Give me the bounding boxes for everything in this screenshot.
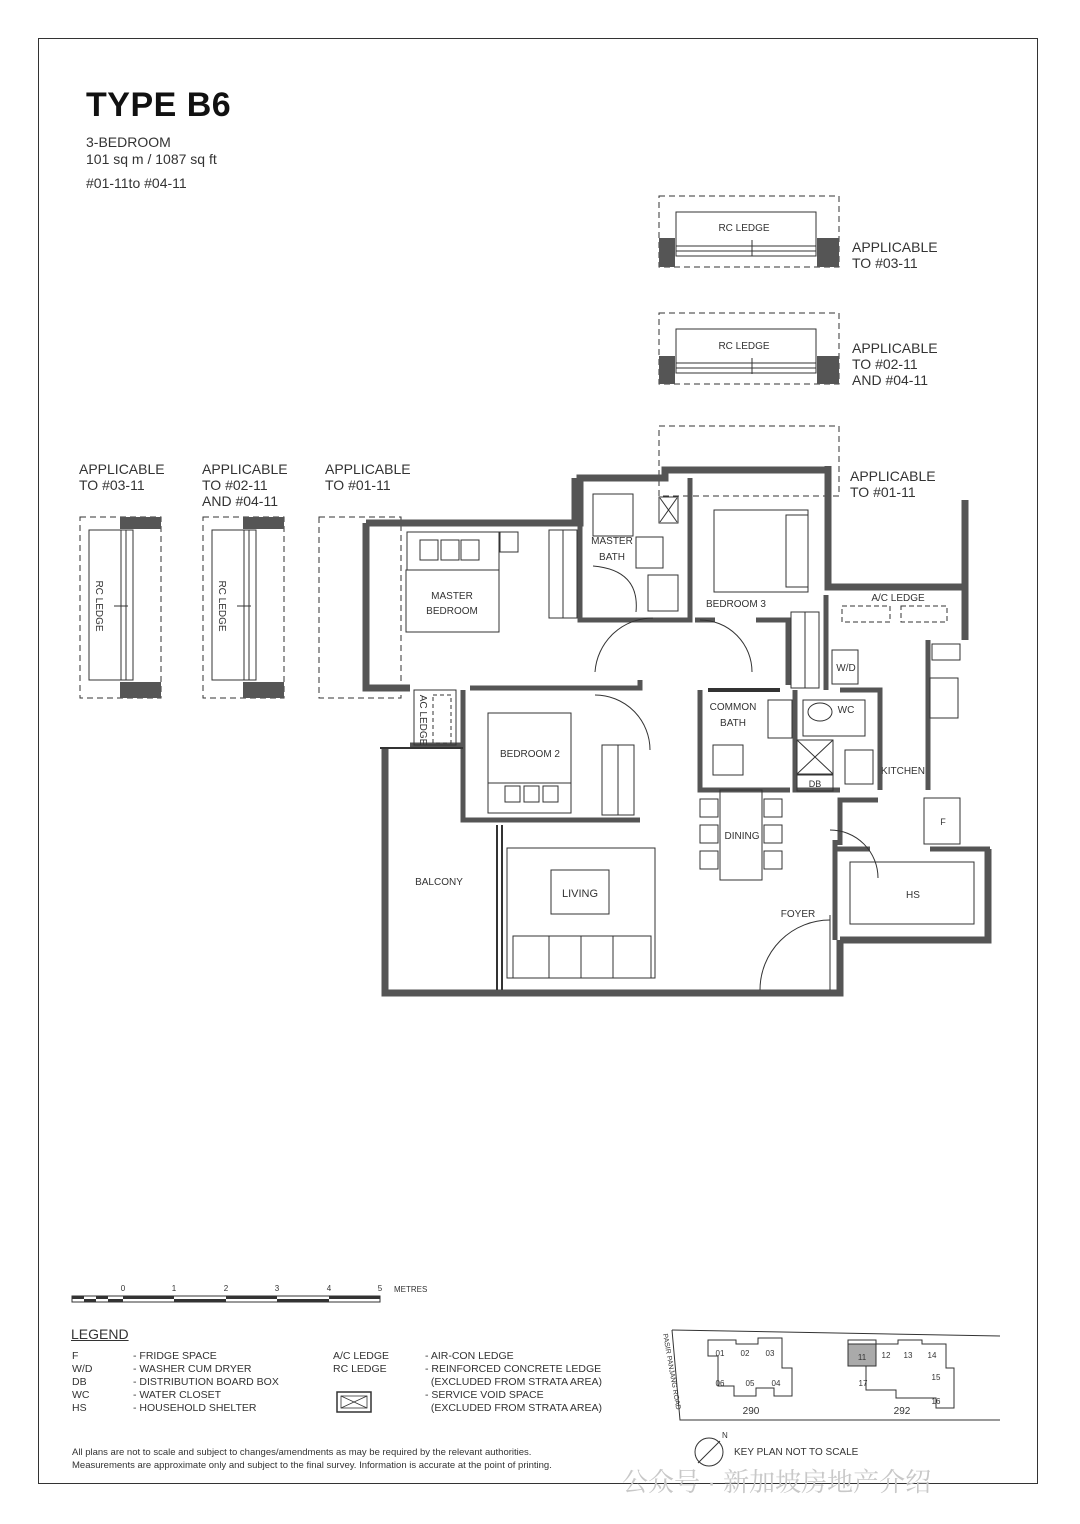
page-title: TYPE B6: [86, 86, 232, 124]
rc-ledge-text-2: RC LEDGE: [718, 341, 770, 352]
bedroom-2-label: BEDROOM 2: [499, 749, 561, 760]
kp-unit-06: 06: [715, 1379, 725, 1388]
kp-unit-03: 03: [765, 1349, 775, 1358]
applicable-label-top-3: APPLICABLE TO #01-11: [850, 468, 936, 500]
legend-col1-values: - FRIDGE SPACE - WASHER CUM DRYER - DISTRIBUTION BOARD BOX - WATER CLOSET - HOUSEHOLD SHELTER: [133, 1350, 279, 1414]
kp-unit-17: 17: [858, 1379, 868, 1388]
void-option-3: [659, 426, 839, 496]
master-bedroom-label-2: BEDROOM: [426, 606, 478, 617]
kp-unit-15: 15: [931, 1373, 941, 1382]
kp-unit-04: 04: [771, 1379, 781, 1388]
watermark: 公众号 · 新加坡房地产介绍: [622, 1467, 932, 1497]
wc-label: WC: [837, 705, 855, 716]
rc-ledge-text-left-1: RC LEDGE: [93, 580, 104, 632]
wd-label: W/D: [836, 663, 856, 674]
disclaimer-line-2: Measurements are approximate only and subject to the final survey. Information is accurate at the point of printing.: [72, 1460, 552, 1471]
rc-ledge-text-1: RC LEDGE: [718, 223, 770, 234]
disclaimer-line-1: All plans are not to scale and subject to changes/amendments as may be required by the relevant authorities.: [72, 1447, 532, 1458]
scale-tick-0: 0: [120, 1284, 126, 1293]
rc-ledge-text-left-2: RC LEDGE: [216, 580, 227, 632]
kp-unit-01: 01: [715, 1349, 725, 1358]
rc-ledge-left-2: [203, 517, 284, 698]
kp-block-290: 290: [742, 1406, 760, 1417]
bedroom-3-label: BEDROOM 3: [705, 599, 767, 610]
scale-tick-1: 1: [171, 1284, 177, 1293]
balcony-label: BALCONY: [415, 877, 463, 888]
scale-tick-3: 3: [274, 1284, 280, 1293]
applicable-label-left-2: APPLICABLE TO #02-11 AND #04-11: [202, 461, 288, 509]
scale-bar: [72, 1284, 427, 1302]
kp-unit-05: 05: [745, 1379, 755, 1388]
applicable-label-left-3: APPLICABLE TO #01-11: [325, 461, 411, 493]
hs-label: HS: [906, 890, 920, 901]
legend-title: LEGEND: [71, 1326, 129, 1342]
kitchen-label: KITCHEN: [881, 766, 925, 777]
ac-ledge-text: AC LEDGE: [417, 694, 428, 746]
scale-tick-2: 2: [223, 1284, 229, 1293]
fridge-label: F: [940, 817, 946, 827]
kp-unit-14: 14: [927, 1351, 937, 1360]
void-left-3: [319, 517, 401, 698]
kp-unit-11: 11: [857, 1353, 867, 1362]
scale-tick-5: 5: [377, 1284, 383, 1293]
rc-ledge-left-1: [80, 517, 161, 698]
scale-unit: METRES: [394, 1285, 428, 1294]
kp-road-label: PASIR PANJANG ROAD: [661, 1333, 682, 1411]
kp-unit-13: 13: [903, 1351, 913, 1360]
kp-unit-16: 16: [931, 1397, 941, 1406]
common-bath-label-2: BATH: [720, 718, 746, 729]
disclaimer: [72, 1446, 552, 1472]
living-label: LIVING: [561, 888, 599, 900]
db-label: DB: [808, 779, 822, 789]
bedroom-count: 3-BEDROOM: [86, 134, 171, 150]
applicable-label-top-2: APPLICABLE TO #02-11 AND #04-11: [852, 340, 938, 388]
kp-unit-02: 02: [740, 1349, 750, 1358]
foyer-label: FOYER: [780, 909, 816, 920]
legend-col1-keys: F W/D DB WC HS: [72, 1350, 93, 1414]
master-bath-label-2: BATH: [599, 552, 625, 563]
applicable-label-left-1: APPLICABLE TO #03-11: [79, 461, 165, 493]
scale-tick-4: 4: [326, 1284, 332, 1293]
applicable-label-top-1: APPLICABLE TO #03-11: [852, 239, 938, 271]
legend-col2-keys: A/C LEDGE RC LEDGE: [333, 1350, 390, 1375]
ac-ledge-text-right: A/C LEDGE: [871, 593, 925, 604]
unit-numbers: #01-11to #04-11: [86, 175, 187, 191]
unit-area: 101 sq m / 1087 sq ft: [86, 151, 217, 167]
kp-block-292: 292: [893, 1406, 911, 1417]
common-bath-label-1: COMMON: [709, 702, 757, 713]
kp-unit-12: 12: [881, 1351, 891, 1360]
key-plan-caption: KEY PLAN NOT TO SCALE: [734, 1447, 859, 1458]
legend-col2-values: - AIR-CON LEDGE - REINFORCED CONCRETE LEDGE (EXCLUDED FROM STRATA AREA) - SERVICE VOID SPACE (EXCLUDED FROM STRATA AREA): [425, 1350, 602, 1414]
key-plan: [672, 1330, 1000, 1420]
master-bedroom-label-1: MASTER: [431, 591, 473, 602]
north-label: N: [722, 1431, 728, 1440]
master-bath-label-1: MASTER: [591, 536, 633, 547]
dining-label: DINING: [724, 831, 760, 842]
